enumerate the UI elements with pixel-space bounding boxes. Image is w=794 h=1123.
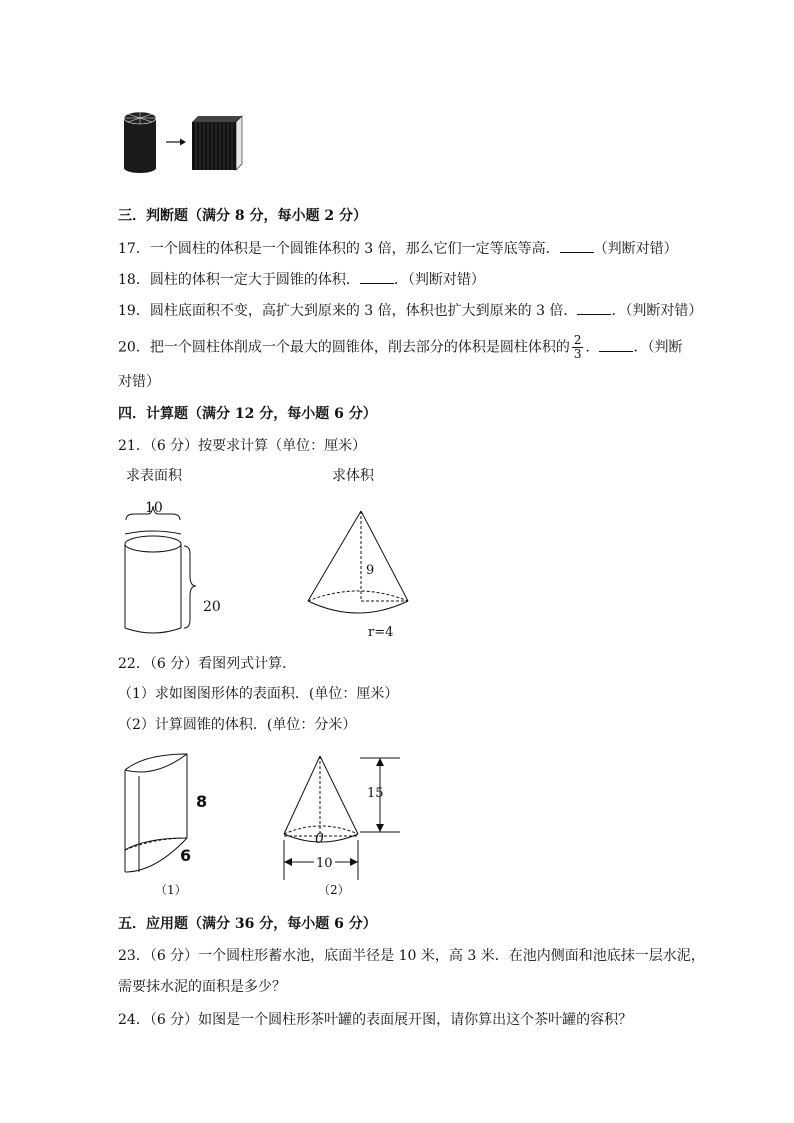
q20-answer-blank[interactable] <box>599 337 633 352</box>
q20-text: 20．把一个圆柱体削成一个最大的圆锥体，削去部分的体积是圆柱体积的 <box>118 339 570 356</box>
q19-answer-blank[interactable] <box>577 300 611 315</box>
q17-answer-blank[interactable] <box>560 238 594 253</box>
question-22: 22．（6 分）看图列式计算． <box>118 656 297 672</box>
q20-fraction-denominator: 3 <box>573 347 582 361</box>
q22-cone-diameter-label: 10 <box>316 856 333 871</box>
q22-caption-1: （1） <box>155 883 187 897</box>
q17-suffix: （判断对错） <box>593 241 678 257</box>
question-23-line-1: 23．（6 分）一个圆柱形蓄水池，底面半径是 10 米，高 3 米．在池内侧面和池底抹一层水泥， <box>118 948 705 964</box>
q20-mid: ． <box>585 339 600 356</box>
q22-cone-center-label: 0 <box>315 831 324 847</box>
section4-heading: 四．计算题（满分 12 分，每小题 6 分） <box>118 406 377 422</box>
q20-fraction-numerator: 2 <box>573 333 582 347</box>
q21-cone-figure <box>300 505 420 630</box>
q22-cone-height-label: 15 <box>367 786 384 801</box>
q19-suffix: ．（判断对错） <box>611 303 703 319</box>
question-24: 24．（6 分）如图是一个圆柱形茶叶罐的表面展开图，请你算出这个茶叶罐的容积？ <box>118 1012 633 1028</box>
q20-continuation: 对错） <box>118 374 160 390</box>
question-23-line-2: 需要抹水泥的面积是多少？ <box>118 979 286 995</box>
rearranged-block-figure <box>192 116 242 170</box>
q22-cone-figure <box>278 752 408 882</box>
q22-half-cylinder-figure <box>115 752 225 882</box>
section3-heading: 三．判断题（满分 8 分，每小题 2 分） <box>118 208 367 224</box>
q22-half-cylinder-height-label: 8 <box>196 792 208 811</box>
q18-text: 18．圆柱的体积一定大于圆锥的体积． <box>118 272 360 288</box>
q22-caption-2: （2） <box>318 883 350 897</box>
arrow-icon <box>166 139 186 146</box>
question-21: 21．（6 分）按要求计算（单位：厘米） <box>118 438 367 454</box>
q19-text: 19．圆柱底面积不变，高扩大到原来的 3 倍，体积也扩大到原来的 3 倍． <box>118 303 578 319</box>
q21-cylinder-height-label: 20 <box>203 599 221 615</box>
q22-half-cylinder-radius-label: 6 <box>180 846 192 865</box>
q17-text: 17．一个圆柱的体积是一个圆锥体积的 3 倍，那么它们一定等底等高． <box>118 241 560 257</box>
q22-sub-1: （1）求如图图形体的表面积．(单位：厘米） <box>118 686 399 702</box>
section5-heading: 五．应用题（满分 36 分，每小题 6 分） <box>118 916 377 932</box>
cylinder-slice-illustration <box>120 110 250 174</box>
q20-suffix: ．（判断 <box>633 339 683 356</box>
question-18 <box>118 269 485 290</box>
q18-suffix: ．（判断对错） <box>393 272 485 288</box>
q21-label-surface-area: 求表面积 <box>126 468 182 484</box>
question-19 <box>118 300 702 321</box>
q20-fraction <box>572 334 584 361</box>
question-17 <box>118 238 678 259</box>
q18-answer-blank[interactable] <box>360 269 394 284</box>
q21-cylinder-diameter-label: 10 <box>145 500 163 516</box>
cylinder-height-brace <box>184 546 196 628</box>
q21-cone-radius-label: r=4 <box>368 625 394 640</box>
q21-label-volume: 求体积 <box>332 468 374 484</box>
sliced-cylinder-figure <box>124 112 156 173</box>
q21-cone-height-label: 9 <box>366 563 375 578</box>
question-20 <box>118 334 682 361</box>
q21-cylinder-figure <box>110 498 230 646</box>
q22-sub-2: （2）计算圆锥的体积．(单位：分米） <box>118 717 357 733</box>
